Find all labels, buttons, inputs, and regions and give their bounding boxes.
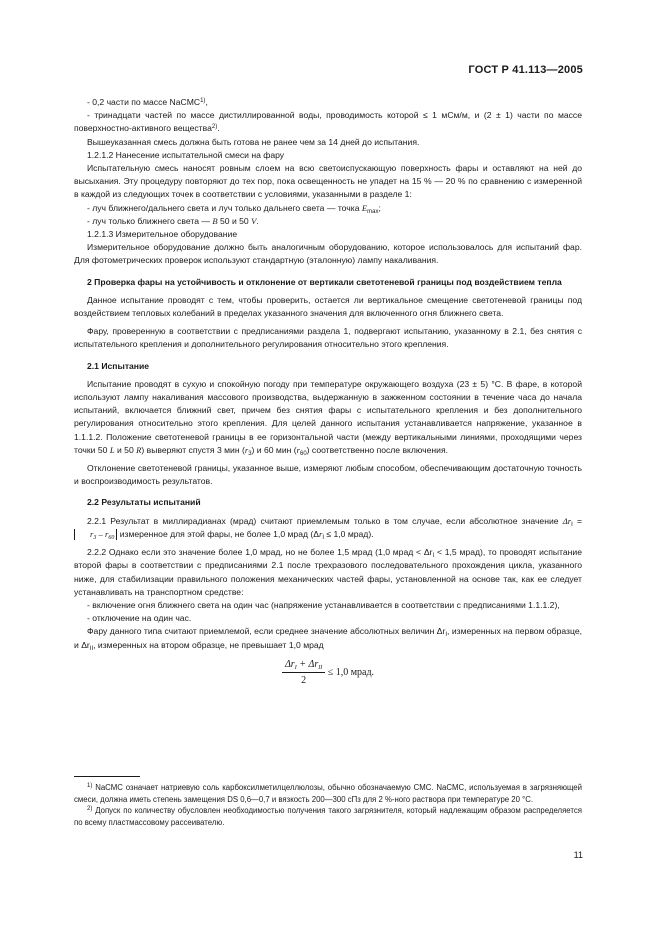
list-item: - включение огня ближнего света на один час (напряжение устанавливается в соответствии с предписаниями 1.1.1.2), [87,599,560,610]
paragraph: Данное испытание проводят с тем, чтобы проверить, остается ли вертикальное смещение светотеневой границы под воздействием тепловых колебаний в пределах указанного значения для включенного огня ближнего света. [74,294,582,319]
list-item: - луч ближнего/дальнего света и луч только дальнего света — точка $E_{max}$; [87,202,381,215]
paragraph: Измерительное оборудование должно быть аналогичным оборудованию, которое использовалось для испытаний фар. Для фотометрических проверок используют стандартную (эталонную) лампу накаливания. [74,242,582,266]
footnote: $^{2)}$ Допуск по количеству обусловлен необходимостью получения такого загрязнителя, который надлежащим образом распределяется по всему пластмассовому рассеивателю. [74,806,582,827]
absolute-value: $r_3 - r_{60}$ [74,529,117,540]
section-heading: 2 Проверка фары на устойчивость и отклонение от вертикали светотеневой границы под воздействием тепла [87,276,562,287]
paragraph: - тринадцати частей по массе дистиллированной воды, проводимость которой ≤ 1 мСм/м, и (2 ± 1) части по массе поверхностно-активного вещества$^{2)}$. [74,110,582,134]
formula: $\frac{\Delta r_I + \Delta r_{II}}{2}$ ≤ 1,0 мрад. [74,658,582,687]
footnote: $^{1)}$ NaCMC означает натриевую соль карбоксилметилцеллюлозы, обычно обозначаемую CMC. NaCMC, используемая в загрязняющей смеси, должна иметь степень замещения DS 0,6—0,7 и вязкость 200—300 сПз для 2 %-ного раствора при температуре 20 °С. [74,783,582,804]
fraction: $\frac{\Delta r_I + \Delta r_{II}}{2}$ [282,658,325,687]
subsection-heading: 1.2.1.3 Измерительное оборудование [87,229,238,240]
paragraph: - 0,2 части по массе NaCMC$^{1)}$, [87,97,208,107]
section-heading: 2.2 Результаты испытаний [87,497,201,508]
section-heading: 2.1 Испытание [87,360,150,371]
page-number: 11 [573,850,583,860]
footnote-divider [74,776,140,777]
document-code: ГОСТ Р 41.113—2005 [468,64,583,76]
subsection-heading: 1.2.1.2 Нанесение испытательной смеси на фару [87,149,285,160]
paragraph: Фару, проверенную в соответствии с предписаниями раздела 1, подвергают испытанию, указанному в 2.1, без снятия с испытательного крепления и дополнительного регулирования относительно этого крепления. [74,326,582,350]
paragraph: Фару данного типа считают приемлемой, если среднее значение абсолютных величин $\Delta r_I$, измеренных на первом образце, и $\Delta r_{II}$, измеренных на втором образце, не превышает 1,0 мрад [74,626,582,652]
main-text [74,96,582,691]
paragraph: 2.2.2 Однако если это значение более 1,0 мрад, но не более 1,5 мрад (1,0 мрад < $\Delta r_I < 1,5$ мрад), то проводят испытание второй фары в соответствии с предписаниями 2.1 после трехразового последовательного прохождения цикла, указанного ниже, для стабилизации правильного положения механических частей фары, установленной на основе так, как ее следует устанавливать на транспортном средстве: [74,547,582,597]
paragraph: Вышеуказанная смесь должна быть готова не ранее чем за 14 дней до испытания. [87,136,420,147]
paragraph: 2.2.1 Результат в миллирадианах (мрад) считают приемлемым только в том случае, если абсолютное значение $\Delta r_I = r_3 - r_{60}$ измеренное для этой фары, не более 1,0 мрад ($\Delta r_I \le 1,0$ мрад). [74,515,582,541]
footnotes [74,782,582,828]
paragraph: Испытание проводят в сухую и спокойную погоду при температуре окружающего воздуха (23 ± 5) °С. В фаре, в которой используют лампу накаливания массового производства, выдержанную в зажженном состоянии в течение часа до начала испытаний, включается ближний свет, причем без снятия фары с испытательного крепления и без дополнительного регулирования относительно этого крепления. Для целей данного испытания устанавливается напряжение, указанное в 1.1.1.2. Положение светотеневой границы в ее горизонтальной части (между вертикальными линиями, проходящими через точки 50 L и 50 R) выверяют спустя 3 мин $(r_3)$ и 60 мин $(r_{60})$ соответственно после включения. [74,378,582,457]
list-item: - луч только ближнего света — B 50 и 50 V. [87,215,259,226]
paragraph: Испытательную смесь наносят ровным слоем на всю светоиспускающую поверхность фары и оставляют на ней до высыхания. Эту процедуру повторяют до тех пор, пока освещенность не упадет на 15 % — 20 % по сравнению с измеренной в каждой из следующих точек в соответствии с условиями, указанными в разделе 1: [74,163,582,200]
list-item: - отключение на один час. [87,613,192,624]
paragraph: Отклонение светотеневой границы, указанное выше, измеряют любым способом, обеспечивающим достаточную точность и воспроизводимость результатов. [74,463,582,487]
